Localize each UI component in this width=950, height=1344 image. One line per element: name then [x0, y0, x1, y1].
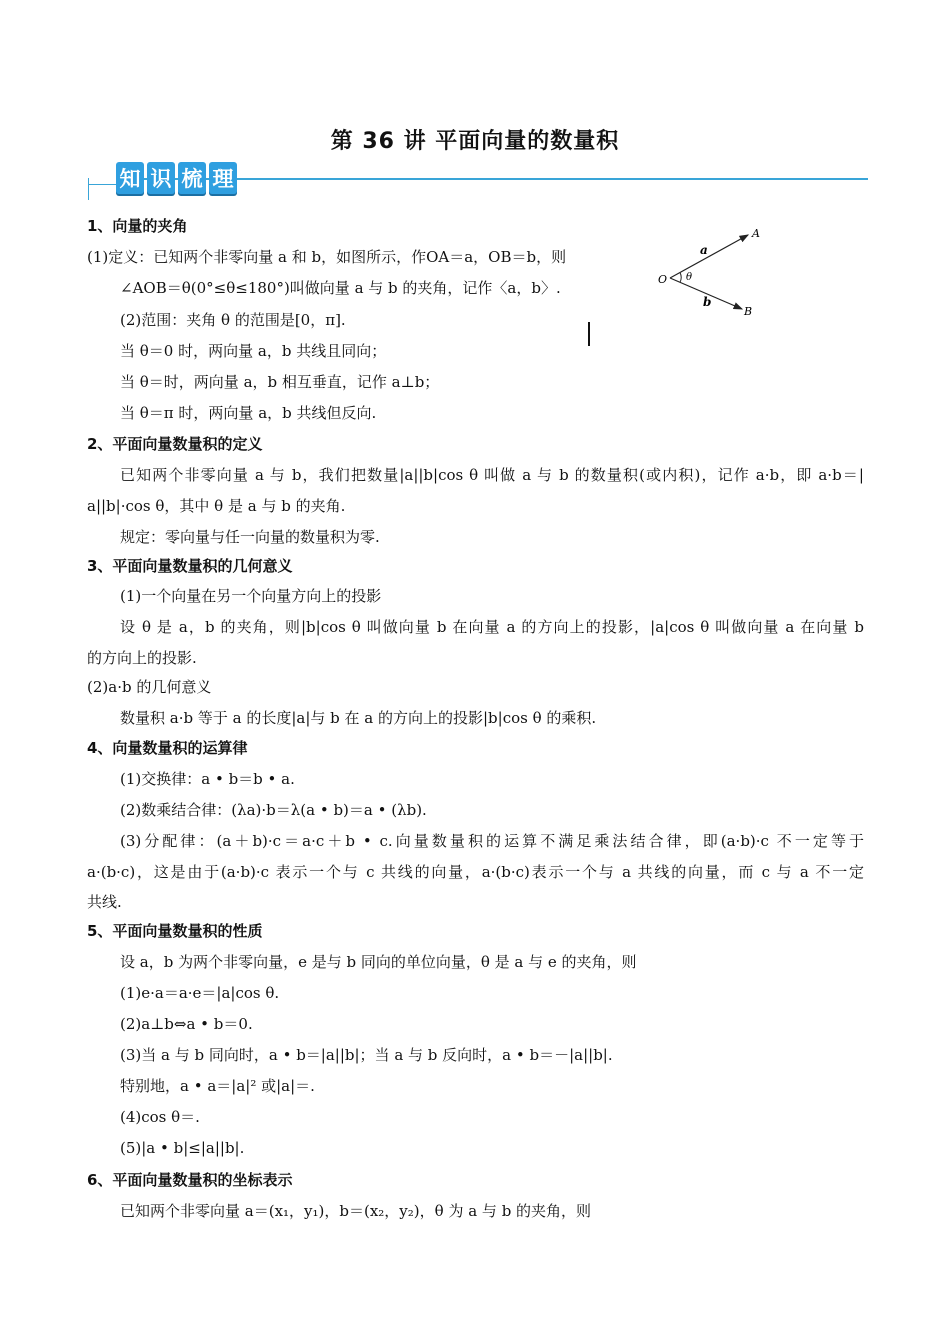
paragraph-line: (5)|a • b|≤|a||b|.	[120, 1139, 245, 1157]
label-b: b	[703, 295, 712, 309]
paragraph-line: a||b|·cos θ，其中 θ 是 a 与 b 的夹角.	[87, 497, 346, 515]
paragraph-line: 设 a，b 为两个非零向量，e 是与 b 同向的单位向量，θ 是 a 与 e 的夹角，则	[120, 953, 637, 971]
paragraph-line: (2)a⊥b⇔a • b＝0.	[120, 1015, 253, 1033]
page-title: 第 36 讲 平面向量的数量积	[330, 129, 620, 154]
paragraph-line: (2)范围：夹角 θ 的范围是[0，π].	[120, 311, 346, 329]
paragraph-line: (2)a·b 的几何意义	[87, 678, 212, 696]
paragraph-line: (1)e·a＝a·e＝|a|cos θ.	[120, 984, 280, 1002]
section-heading: 3、平面向量数量积的几何意义	[87, 557, 293, 575]
banner-char: 理	[209, 162, 237, 194]
paragraph-line: (2)数乘结合律：(λa)·b＝λ(a • b)＝a • (λb).	[120, 801, 427, 819]
section-heading: 1、向量的夹角	[87, 217, 188, 235]
paragraph-line: (4)cos θ＝.	[120, 1108, 200, 1126]
label-A: A	[752, 227, 760, 240]
angle-diagram	[640, 216, 770, 326]
paragraph-line: 已知两个非零向量 a＝(x₁，y₁)，b＝(x₂，y₂)，θ 为 a 与 b 的夹角，则	[120, 1202, 592, 1220]
paragraph-line: 规定：零向量与任一向量的数量积为零.	[120, 528, 380, 546]
label-B: B	[744, 305, 753, 318]
paragraph-line: 特别地，a • a＝|a|² 或|a|＝.	[120, 1077, 315, 1095]
banner-bracket	[88, 178, 89, 200]
paragraph-line: 数量积 a·b 等于 a 的长度|a|与 b 在 a 的方向上的投影|b|cos θ 的乘积.	[120, 709, 597, 727]
label-theta: θ	[686, 272, 693, 283]
banner-tag	[116, 162, 237, 198]
paragraph-line: 当 θ＝时，两向量 a，b 相互垂直，记作 a⊥b；	[120, 373, 440, 391]
section-banner	[88, 160, 868, 202]
paragraph-line: 当 θ＝0 时，两向量 a，b 共线且同向；	[120, 342, 387, 360]
paragraph-line: (3)分配律：(a＋b)·c＝a·c＋b • c.向量数量积的运算不满足乘法结合律，即(a·b)·c 不一定等于	[120, 832, 864, 850]
paragraph-line: ∠AOB＝θ(0°≤θ≤180°)叫做向量 a 与 b 的夹角，记作〈a，b〉.	[120, 279, 561, 297]
section-heading: 5、平面向量数量积的性质	[87, 922, 263, 940]
banner-rule-left	[88, 184, 118, 185]
paragraph-line: (1)交换律：a • b＝b • a.	[120, 770, 295, 788]
banner-char: 知	[116, 162, 144, 194]
paragraph-line: (1)定义：已知两个非零向量 a 和 b，如图所示，作OA＝a，OB＝b，则	[87, 248, 567, 266]
angle-arc	[680, 273, 681, 283]
paragraph-line: 的方向上的投影.	[87, 649, 197, 667]
banner-char: 梳	[178, 162, 206, 194]
paragraph-line: 设 θ 是 a，b 的夹角，则|b|cos θ 叫做向量 b 在向量 a 的方向上的投影，|a|cos θ 叫做向量 a 在向量 b	[120, 618, 864, 636]
banner-char: 识	[147, 162, 175, 194]
section-heading: 4、向量数量积的运算律	[87, 739, 248, 757]
section-heading: 2、平面向量数量积的定义	[87, 435, 263, 453]
paragraph-line: 当 θ＝π 时，两向量 a，b 共线但反向.	[120, 404, 377, 422]
paragraph-line: a·(b·c)，这是由于(a·b)·c 表示一个与 c 共线的向量，a·(b·c)表示一个与 a 共线的向量，而 c 与 a 不一定	[87, 863, 864, 881]
text-cursor	[588, 322, 590, 346]
vector-a-arrow	[670, 235, 748, 278]
label-o: O	[658, 273, 668, 286]
paragraph-line: 已知两个非零向量 a 与 b，我们把数量|a||b|cos θ 叫做 a 与 b 的数量积(或内积)，记作 a·b，即 a·b＝|	[120, 466, 864, 484]
label-a: a	[700, 243, 708, 257]
paragraph-line: (1)一个向量在另一个向量方向上的投影	[120, 587, 382, 605]
section-heading: 6、平面向量数量积的坐标表示	[87, 1171, 293, 1189]
paragraph-line: (3)当 a 与 b 同向时，a • b＝|a||b|；当 a 与 b 反向时，a • b＝－|a||b|.	[120, 1046, 613, 1064]
paragraph-line: 共线.	[87, 893, 122, 911]
